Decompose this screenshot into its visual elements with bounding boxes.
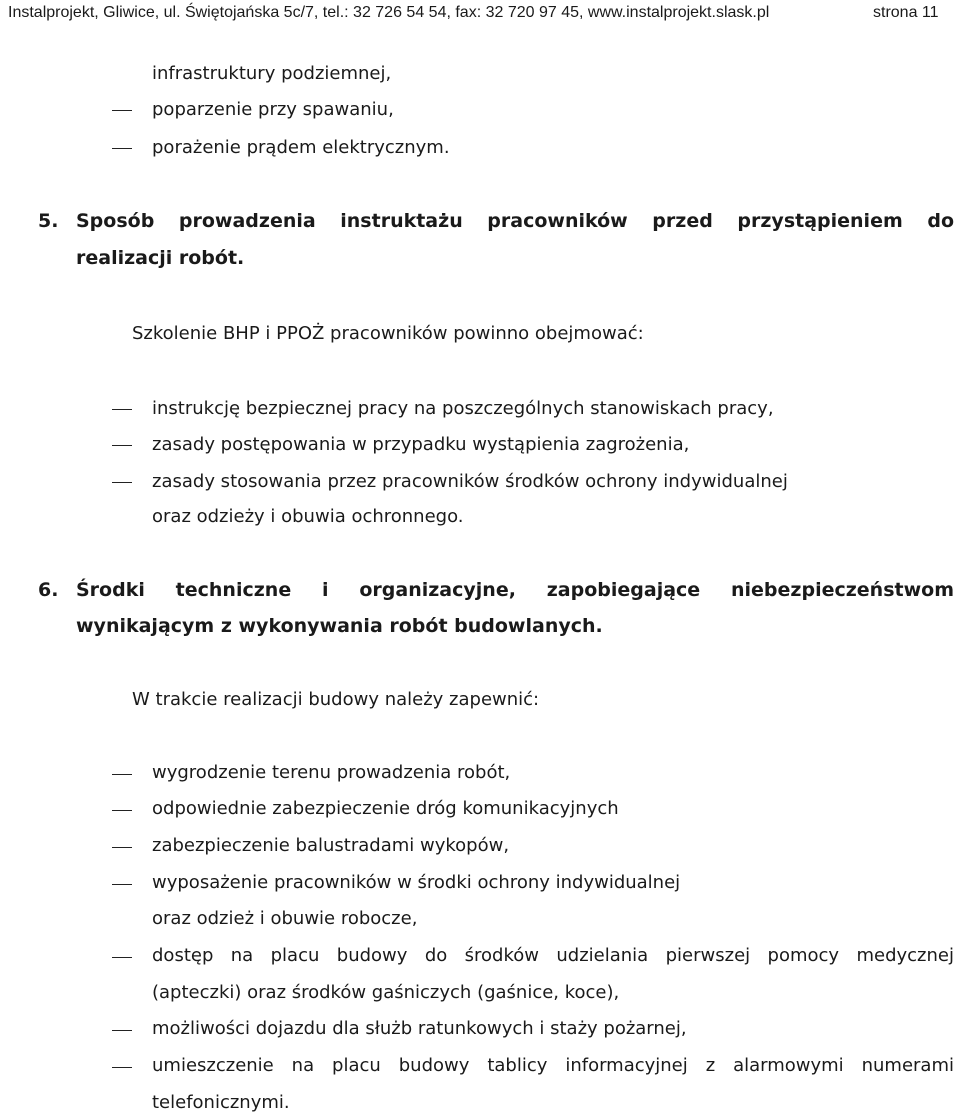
section-number: 6. — [38, 579, 59, 601]
list-item: zasady stosowania przez pracowników środków ochrony indywidualnej — [152, 471, 788, 492]
section-title: Sposób prowadzenia instruktażu pracowników przed przystąpieniem do — [76, 210, 954, 232]
list-dash — [112, 148, 132, 149]
section-title-cont: wynikającym z wykonywania robót budowlanych. — [76, 615, 603, 637]
list-dash — [112, 445, 132, 446]
list-item-cont: telefonicznymi. — [152, 1092, 290, 1113]
list-dash — [112, 957, 132, 958]
list-dash — [112, 1030, 132, 1031]
section-title: Środki techniczne i organizacyjne, zapobiegające niebezpieczeństwom — [76, 579, 954, 601]
list-item: umieszczenie na placu budowy tablicy informacyjnej z alarmowymi numerami — [152, 1055, 954, 1076]
section-number: 5. — [38, 210, 59, 232]
list-dash — [112, 884, 132, 885]
list-dash — [112, 110, 132, 111]
list-dash — [112, 774, 132, 775]
list-item: wygrodzenie terenu prowadzenia robót, — [152, 762, 511, 783]
list-item-cont: oraz odzieży i obuwia ochronnego. — [152, 506, 464, 527]
list-dash — [112, 482, 132, 483]
list-item: instrukcję bezpiecznej pracy na poszczególnych stanowiskach pracy, — [152, 398, 774, 419]
list-item: dostęp na placu budowy do środków udzielania pierwszej pomocy medycznej — [152, 945, 954, 966]
section-title-cont: realizacji robót. — [76, 247, 245, 269]
list-item: zabezpieczenie balustradami wykopów, — [152, 835, 510, 856]
list-item-cont: oraz odzież i obuwie robocze, — [152, 908, 418, 929]
list-dash — [112, 1067, 132, 1068]
list-item: zasady postępowania w przypadku wystąpienia zagrożenia, — [152, 434, 690, 455]
header-page-number: strona 11 — [873, 4, 939, 21]
list-item-cont: (apteczki) oraz środków gaśniczych (gaśnice, koce), — [152, 982, 620, 1003]
list-item: poparzenie przy spawaniu, — [152, 99, 394, 120]
header-company-info: Instalprojekt, Gliwice, ul. Świętojańska 5c/7, tel.: 32 726 54 54, fax: 32 720 97 45, www.instalprojekt.slask.pl — [8, 4, 770, 21]
list-item: wyposażenie pracowników w środki ochrony indywidualnej — [152, 872, 681, 893]
list-item: infrastruktury podziemnej, — [152, 63, 392, 84]
list-dash — [112, 409, 132, 410]
list-item: porażenie prądem elektrycznym. — [152, 137, 450, 158]
list-dash — [112, 847, 132, 848]
list-dash — [112, 810, 132, 811]
page-header — [0, 0, 960, 30]
section-intro: Szkolenie BHP i PPOŻ pracowników powinno obejmować: — [132, 323, 644, 344]
section-intro: W trakcie realizacji budowy należy zapewnić: — [132, 689, 540, 710]
list-item: odpowiednie zabezpieczenie dróg komunikacyjnych — [152, 798, 619, 819]
list-item: możliwości dojazdu dla służb ratunkowych i staży pożarnej, — [152, 1018, 687, 1039]
